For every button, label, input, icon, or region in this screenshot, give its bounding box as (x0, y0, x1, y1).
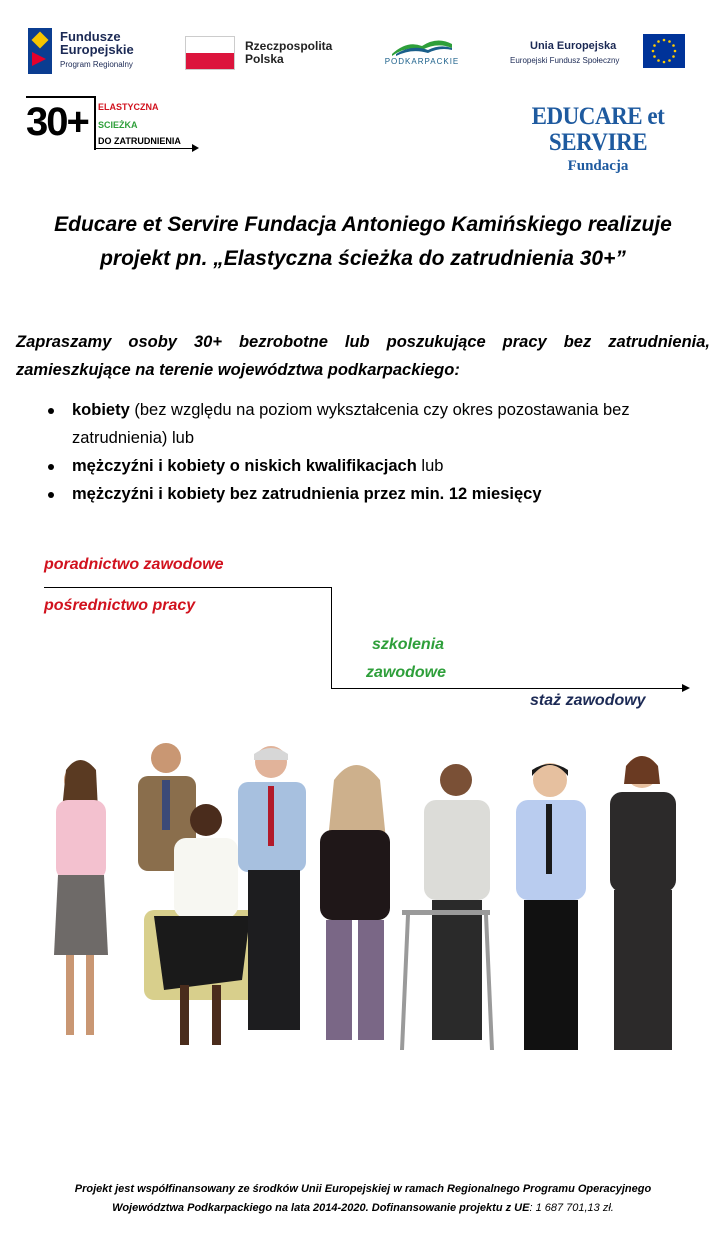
people-group-illustration (44, 740, 684, 1090)
list-item-rest: (bez względu na poziom wykształcenia czy okres pozostawania bez zatrudnienia) lub (72, 401, 630, 447)
unia-europejska-logo (510, 34, 690, 76)
invitation-text: Zapraszamy osoby 30+ bezrobotne lub poszukujące pracy bez zatrudnienia, zamieszkujące na terenie województwa podkarpackiego: (16, 333, 710, 379)
podkarpackie-name: PODKARPACKIE (384, 57, 460, 66)
rzeczpospolita-logo (185, 36, 345, 76)
fe-flag-icon (28, 28, 52, 74)
footer-line2-main: Województwa Podkarpackiego na lata 2014-2020. Dofinansowanie projektu z UE (112, 1202, 530, 1214)
rp-line1: Rzeczpospolita (245, 39, 333, 53)
educare-sub: Fundacja (567, 158, 629, 174)
fundusze-europejskie-logo (28, 28, 188, 78)
path-step-posrednictwo: pośrednictwo pracy (44, 597, 196, 614)
logo-30-word3: DO ZATRUDNIENIA (98, 136, 181, 146)
footer-amount: : 1 687 701,13 zł. (529, 1202, 614, 1214)
path-step-staz: staż zawodowy (530, 692, 646, 709)
podkarpackie-logo (372, 36, 472, 76)
logo-30-bottom-line (94, 148, 194, 149)
heading-line2: projekt pn. „Elastyczna ścieżka do zatrudnienia 30+” (100, 247, 626, 270)
path-line-bottom (331, 688, 683, 689)
path-step-poradnictwo: poradnictwo zawodowe (44, 556, 224, 573)
path-arrow-icon (682, 684, 690, 692)
list-item (42, 452, 702, 480)
path-step-zawodowe: zawodowe (366, 664, 447, 681)
fe-logo-text (60, 30, 134, 56)
logo-30-word2: SCIEŻKA (98, 120, 138, 130)
logo-30-vertical-line (94, 96, 96, 150)
path-step-szkolenia: szkolenia (372, 636, 445, 653)
footer-line2 (20, 1199, 706, 1218)
logo-30-top-line (26, 96, 96, 98)
fe-line1: Fundusze (60, 29, 121, 44)
footer-line1: Projekt jest współfinansowany ze środków Unii Europejskiej w ramach Regionalnego Programu Operacyjnego (74, 1183, 652, 1195)
educare-et-servire-logo (500, 103, 696, 174)
polish-flag-icon (185, 36, 235, 70)
list-item-bold: kobiety (72, 401, 130, 419)
person-man-walker (400, 764, 494, 1050)
eu-flag-icon (643, 34, 685, 68)
person-woman-headscarf (320, 765, 390, 1040)
path-line-vertical (331, 587, 332, 689)
project-30plus-logo (26, 96, 206, 156)
logo-30-number: 30+ (26, 100, 88, 144)
podkarpackie-mountains-icon (392, 36, 452, 56)
list-item-rest: lub (416, 457, 444, 475)
eu-line2: Europejski Fundusz Społeczny (510, 56, 620, 65)
path-line-top (44, 587, 332, 588)
educare-name: EDUCARE et SERVIRE (531, 103, 665, 156)
rp-logo-text (245, 40, 332, 66)
rp-line2: Polska (245, 52, 284, 66)
target-groups-list (42, 396, 702, 508)
list-item-bold: mężczyźni i kobiety bez zatrudnienia przez min. 12 miesięcy (72, 485, 542, 503)
heading-line1: Educare et Servire Fundacja Antoniego Kamińskiego realizuje (54, 213, 672, 236)
person-man-grey-hair (238, 746, 306, 1030)
person-woman-suit (610, 756, 676, 1050)
logo-30-arrow-icon (192, 144, 199, 152)
list-item (42, 396, 702, 452)
page-heading (20, 208, 706, 276)
fe-line2: Europejskie (60, 42, 134, 57)
fe-sub: Program Regionalny (60, 60, 133, 69)
logo-30-word1: ELASTYCZNA (98, 102, 159, 112)
person-man-tie (516, 763, 586, 1050)
list-item (42, 480, 702, 508)
funding-footer (20, 1180, 706, 1218)
eu-line1: Unia Europejska (530, 40, 617, 52)
person-woman-pink (54, 760, 108, 1035)
list-item-bold: mężczyźni i kobiety o niskich kwalifikacjach (72, 457, 417, 475)
